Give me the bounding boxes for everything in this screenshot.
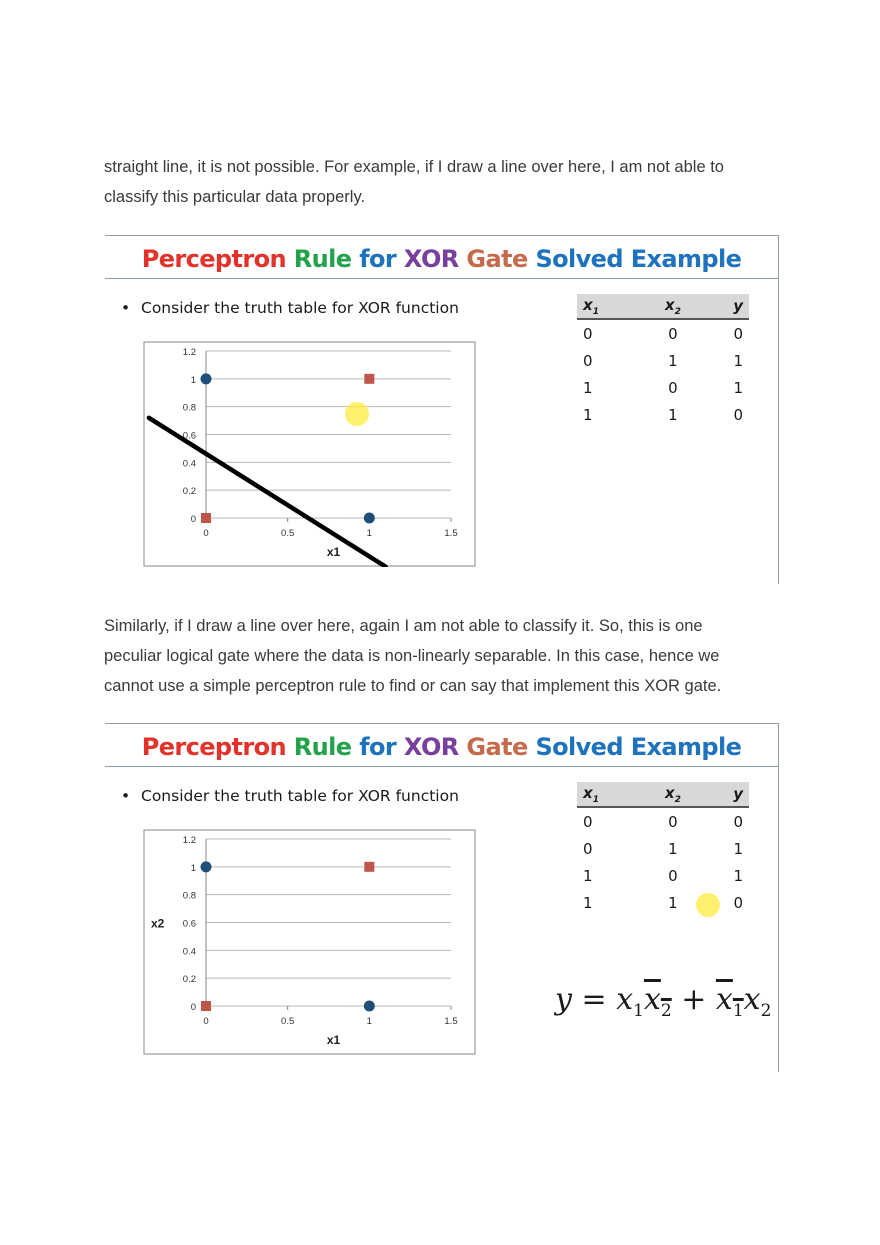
paragraph-line: straight line, it is not possible. For example, if I draw a line over here, I am not able to <box>104 158 724 176</box>
xor-formula: $y = x_1x_2 + x_1x_2$ <box>555 982 772 1021</box>
table-row: 1 1 0 <box>583 405 743 424</box>
x-tick-label: 0.5 <box>281 528 295 539</box>
data-point-circle <box>364 513 375 524</box>
paragraph-line: peculiar logical gate where the data is non-linearly separable. In this case, hence we <box>104 647 720 665</box>
table-row: 0 1 1 <box>583 351 743 370</box>
header-x1: $x_1$ <box>577 294 647 319</box>
scatter-chart <box>143 341 476 567</box>
data-point-square <box>201 513 211 523</box>
slide-title <box>105 724 778 767</box>
table-header-row <box>577 294 749 319</box>
paragraph-line: cannot use a simple perceptron rule to find or can say that implement this XOR gate. <box>104 677 722 695</box>
data-point-square <box>201 1001 211 1011</box>
truth-table <box>577 782 749 916</box>
title-word: XOR <box>403 245 459 273</box>
y-tick-label: 1.2 <box>182 835 196 846</box>
y-tick-label: 0.2 <box>182 974 196 986</box>
title-word: Perceptron <box>141 245 286 273</box>
x-tick-label: 0 <box>203 528 209 539</box>
x-tick-label: 1.5 <box>444 1016 458 1027</box>
header-x2: $x_2$ <box>647 294 698 319</box>
x-tick-label: 0.5 <box>281 1016 295 1027</box>
y-tick-label: 0.2 <box>182 486 196 498</box>
title-word: Rule <box>293 245 352 273</box>
y-tick-label: 0.8 <box>182 890 196 902</box>
paragraph-line: Similarly, if I draw a line over here, again I am not able to classify it. So, this is one <box>104 617 703 635</box>
header-y: y <box>698 294 749 319</box>
y-tick-label: 1 <box>190 862 196 874</box>
header-x2: $x_2$ <box>647 782 698 807</box>
title-word: Solved <box>535 733 623 761</box>
title-word: Gate <box>466 733 528 761</box>
header-y: y <box>698 782 749 807</box>
table-row: 1 0 1 <box>583 378 743 397</box>
data-point-square <box>364 862 374 872</box>
paragraph-explanation <box>104 611 784 701</box>
y-tick-label: 1 <box>190 374 196 386</box>
bullet-dot-icon: • <box>121 787 131 805</box>
title-word: XOR <box>403 733 459 761</box>
data-point-square <box>364 374 374 384</box>
data-point-circle <box>364 1001 375 1012</box>
y-axis-label: x2 <box>151 916 165 931</box>
title-word: Example <box>630 245 742 273</box>
x-axis-label: x1 <box>326 1033 341 1047</box>
bullet-item <box>121 299 459 317</box>
bullet-item <box>121 787 459 805</box>
paragraph-line: classify this particular data properly. <box>104 188 366 206</box>
table-row: 1 0 1 <box>583 866 743 885</box>
title-word: for <box>359 245 397 273</box>
x-tick-label: 0 <box>203 1016 209 1027</box>
cursor-highlight-icon <box>345 402 369 426</box>
title-word: Rule <box>293 733 352 761</box>
data-point-circle <box>201 861 212 872</box>
cursor-highlight-icon <box>696 893 720 917</box>
y-tick-label: 0.4 <box>182 946 196 958</box>
paragraph-intro <box>104 152 784 212</box>
x-tick-label: 1.5 <box>444 528 458 539</box>
x-axis-label: x1 <box>326 545 341 559</box>
table-row: 1 1 0 <box>583 893 743 912</box>
scatter-chart <box>143 829 476 1055</box>
table-row: 0 0 0 <box>583 812 743 831</box>
title-word: Example <box>630 733 742 761</box>
slide-screenshot-2 <box>105 723 779 1072</box>
y-tick-label: 0 <box>190 514 196 525</box>
table-row: 0 0 0 <box>583 324 743 343</box>
y-tick-label: 0.8 <box>182 402 196 414</box>
bullet-dot-icon: • <box>121 299 131 317</box>
x-tick-label: 1 <box>366 528 372 539</box>
slide-title <box>105 236 778 279</box>
title-word: for <box>359 733 397 761</box>
title-word: Gate <box>466 245 528 273</box>
truth-table <box>577 294 749 428</box>
y-tick-label: 1.2 <box>182 347 196 358</box>
title-word: Solved <box>535 245 623 273</box>
table-header-row <box>577 782 749 807</box>
title-word: Perceptron <box>141 733 286 761</box>
slide-screenshot-1 <box>105 235 779 584</box>
bullet-text: Consider the truth table for XOR function <box>141 787 459 805</box>
y-tick-label: 0.4 <box>182 458 196 470</box>
data-point-circle <box>201 373 212 384</box>
x-tick-label: 1 <box>366 1016 372 1027</box>
y-tick-label: 0 <box>190 1002 196 1013</box>
table-row: 0 1 1 <box>583 839 743 858</box>
header-x1: $x_1$ <box>577 782 647 807</box>
y-tick-label: 0.6 <box>182 918 196 930</box>
y-tick-label: 0.6 <box>182 430 196 442</box>
bullet-text: Consider the truth table for XOR function <box>141 299 459 317</box>
